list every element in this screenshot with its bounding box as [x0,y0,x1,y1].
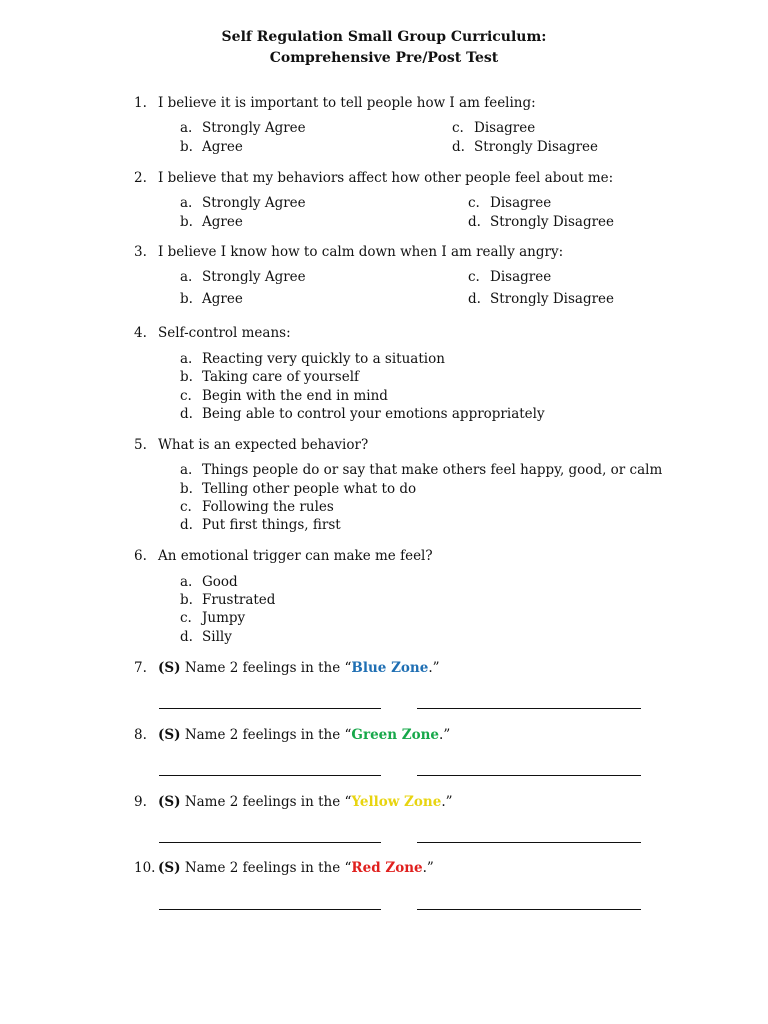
question-number: 3. [134,244,147,260]
option-letter: c. [468,195,480,211]
option-2d [468,214,614,230]
option-text: Agree [202,291,243,307]
option-letter: d. [468,214,481,230]
option-4d [180,406,545,422]
option-text: Good [202,574,238,590]
option-letter: a. [180,462,193,478]
option-letter: b. [180,592,193,608]
option-letter: c. [468,269,480,285]
option-text: Frustrated [202,592,276,608]
option-text: Agree [202,139,243,155]
option-letter: c. [180,610,192,626]
option-letter: a. [180,574,193,590]
answer-line-9a[interactable] [159,842,381,843]
option-4b [180,369,359,385]
option-text: Reacting very quickly to a situation [202,351,445,367]
option-text: Begin with the end in mind [202,388,388,404]
question-text: I believe it is important to tell people how I am feeling: [158,95,536,111]
answer-line-9b[interactable] [417,842,641,843]
question-number: 1. [134,95,147,111]
option-letter: b. [180,369,193,385]
option-1c [452,120,535,136]
option-5d [180,517,341,533]
option-3b [180,291,243,307]
option-2b [180,214,243,230]
question-text: An emotional trigger can make me feel? [158,548,433,564]
option-letter: a. [180,269,193,285]
option-text: Put first things, first [202,517,341,533]
option-letter: d. [180,517,193,533]
option-3a [180,269,306,285]
option-5a [180,462,662,478]
option-text: Telling other people what to do [202,481,417,497]
option-3c [468,269,551,285]
question-number: 10. [134,860,156,876]
option-text: Strongly Disagree [490,214,615,230]
option-letter: b. [180,481,193,497]
option-text: Disagree [474,120,536,136]
option-letter: c. [180,388,192,404]
answer-line-10b[interactable] [417,909,641,910]
question-number: 7. [134,660,147,676]
red-zone-label: Red Zone [351,860,423,876]
option-3d [468,291,614,307]
option-2a [180,195,306,211]
option-letter: a. [180,351,193,367]
option-letter: c. [180,499,192,515]
option-5b [180,481,416,497]
short-answer-marker: (S) [158,660,181,676]
option-text: Things people do or say that make others feel happy, good, or calm [202,462,663,478]
short-answer-marker: (S) [158,794,181,810]
option-letter: b. [180,291,193,307]
option-text: Jumpy [202,610,246,626]
blue-zone-label: Blue Zone [351,660,429,676]
option-1b [180,139,243,155]
question-number: 2. [134,170,147,186]
option-6a [180,574,238,590]
short-answer-marker: (S) [158,860,181,876]
yellow-zone-label: Yellow Zone [351,794,442,810]
option-text: Silly [202,629,232,645]
question-number: 5. [134,437,147,453]
option-text: Following the rules [202,499,334,515]
option-text: Strongly Disagree [490,291,615,307]
page-title-line1: Self Regulation Small Group Curriculum: [221,29,547,45]
question-text: Self-control means: [158,325,291,341]
option-letter: b. [180,139,193,155]
option-text: Taking care of yourself [202,369,360,385]
question-text: What is an expected behavior? [158,437,369,453]
option-4a [180,351,445,367]
option-2c [468,195,551,211]
option-4c [180,388,388,404]
option-letter: d. [180,406,193,422]
option-letter: a. [180,120,193,136]
option-letter: d. [468,291,481,307]
question-number: 9. [134,794,147,810]
question-text: (S) Name 2 feelings in the “Green Zone.” [158,727,451,743]
option-text: Strongly Agree [202,120,306,136]
option-6c [180,610,245,626]
question-number: 8. [134,727,147,743]
question-number: 4. [134,325,147,341]
option-text: Strongly Agree [202,269,306,285]
page-title-line2: Comprehensive Pre/Post Test [269,50,499,66]
answer-line-8b[interactable] [417,775,641,776]
question-text: (S) Name 2 feelings in the “Yellow Zone.” [158,794,453,810]
option-1d [452,139,598,155]
option-text: Disagree [490,195,552,211]
short-answer-marker: (S) [158,727,181,743]
option-letter: b. [180,214,193,230]
option-text: Being able to control your emotions appropriately [202,406,545,422]
option-5c [180,499,334,515]
option-letter: c. [452,120,464,136]
option-6d [180,629,232,645]
answer-line-10a[interactable] [159,909,381,910]
option-text: Disagree [490,269,552,285]
option-text: Agree [202,214,243,230]
option-letter: d. [180,629,193,645]
answer-line-7a[interactable] [159,708,381,709]
question-number: 6. [134,548,147,564]
option-letter: d. [452,139,465,155]
question-text: I believe I know how to calm down when I am really angry: [158,244,564,260]
option-1a [180,120,306,136]
green-zone-label: Green Zone [351,727,440,743]
option-letter: a. [180,195,193,211]
answer-line-8a[interactable] [159,775,381,776]
option-6b [180,592,275,608]
answer-line-7b[interactable] [417,708,641,709]
question-text: (S) Name 2 feelings in the “Red Zone.” [158,860,434,876]
option-text: Strongly Disagree [474,139,599,155]
option-text: Strongly Agree [202,195,306,211]
question-text: I believe that my behaviors affect how other people feel about me: [158,170,614,186]
question-text: (S) Name 2 feelings in the “Blue Zone.” [158,660,440,676]
